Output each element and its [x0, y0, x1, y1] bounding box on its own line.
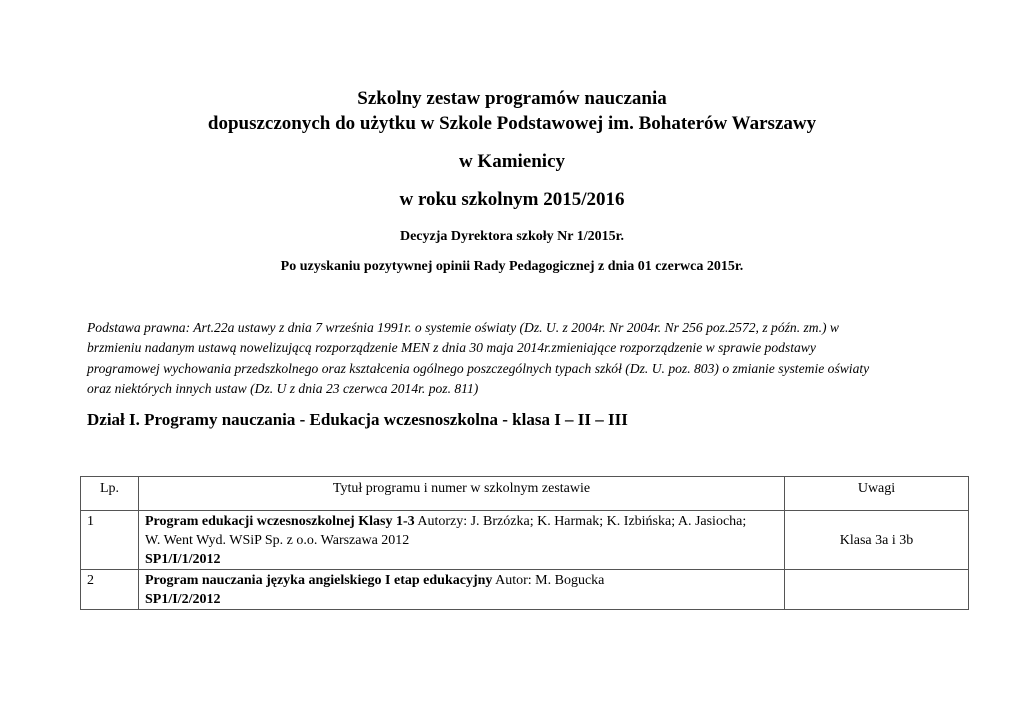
row-program	[139, 511, 785, 570]
program-authors: Autorzy: J. Brzózka; K. Harmak; K. Izbińska; A. Jasiocha;	[414, 514, 747, 529]
director-decision: Decyzja Dyrektora szkoły Nr 1/2015r.	[399, 229, 625, 244]
program-title: Program nauczania języka angielskiego I etap edukacyjny	[145, 573, 493, 588]
council-opinion: Po uzyskaniu pozytywnej opinii Rady Pedagogicznej z dnia 01 czerwca 2015r.	[280, 259, 744, 274]
title-line-1: Szkolny zestaw programów nauczania	[357, 88, 667, 109]
program-publisher: W. Went Wyd. WSiP Sp. z o.o. Warszawa 2012	[145, 533, 410, 548]
programs-table	[80, 476, 969, 610]
legal-basis-line-4: oraz niektórych innych ustaw (Dz. U z dnia 23 czerwca 2014r. poz. 811)	[87, 380, 479, 396]
program-number: SP1/I/1/2012	[145, 552, 221, 567]
header-notes: Uwagi	[785, 477, 969, 511]
program-number: SP1/I/2/2012	[145, 592, 221, 607]
row-notes: Klasa 3a i 3b	[785, 511, 969, 570]
header-lp: Lp.	[81, 477, 139, 511]
title-line-3: w Kamienicy	[458, 151, 566, 172]
legal-basis-line-2: brzmieniu nadanym ustawą nowelizującą rozporządzenie MEN z dnia 30 maja 2014r.zmieniające rozporządzenie w sprawie podstawy	[87, 340, 816, 356]
school-year: w roku szkolnym 2015/2016	[399, 189, 625, 210]
program-authors: Autor: M. Bogucka	[492, 573, 605, 588]
legal-basis-line-3: programowej wychowania przedszkolnego oraz kształcenia ogólnego poszczególnych typach szkół (Dz. U. poz. 803) o zmianie systemie oświaty	[87, 360, 870, 376]
row-lp: 1	[81, 511, 139, 570]
legal-basis-line-1: Podstawa prawna: Art.22a ustawy z dnia 7 września 1991r. o systemie oświaty (Dz. U. z 2004r. Nr 2004r. Nr 256 poz.2572, z późn. zm.) w	[87, 320, 840, 335]
legal-basis	[87, 318, 947, 399]
row-lp: 2	[81, 570, 139, 610]
table-row	[81, 511, 969, 570]
header-title: Tytuł programu i numer w szkolnym zestawie	[139, 477, 785, 511]
table-row	[81, 570, 969, 610]
section-title: Dział I. Programy nauczania - Edukacja wczesnoszkolna - klasa I – II – III	[87, 410, 628, 429]
table-header-row	[81, 477, 969, 511]
row-program	[139, 570, 785, 610]
row-notes	[785, 570, 969, 610]
title-line-2: dopuszczonych do użytku w Szkole Podstawowej im. Bohaterów Warszawy	[207, 113, 817, 134]
program-title: Program edukacji wczesnoszkolnej Klasy 1-3	[145, 514, 415, 529]
